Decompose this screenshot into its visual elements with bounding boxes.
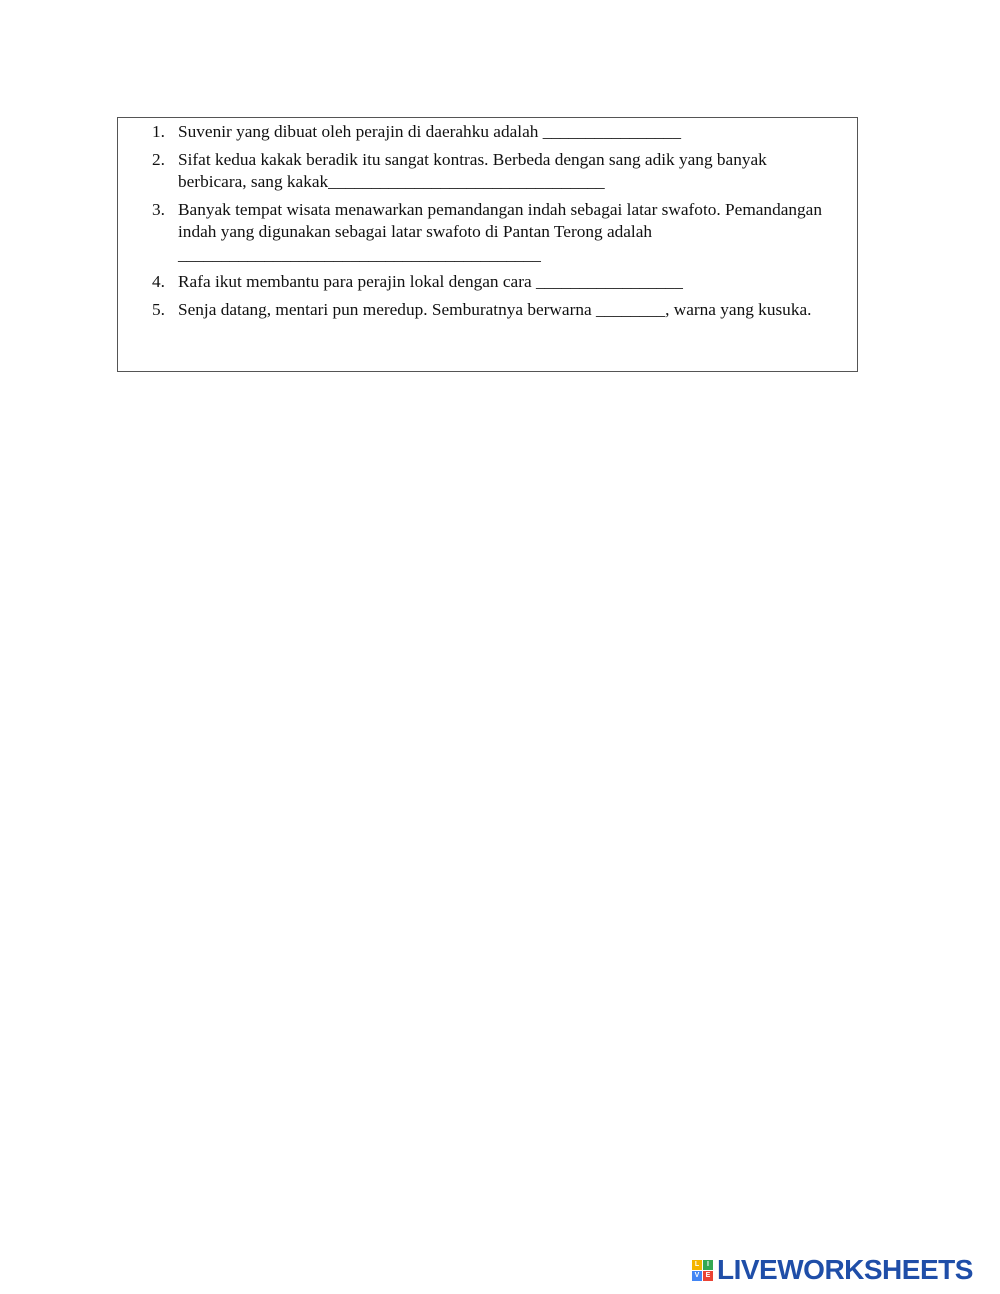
- logo-text: LIVEWORKSHEETS: [717, 1254, 973, 1285]
- question-item: [118, 199, 857, 267]
- question-number: 2.: [152, 149, 165, 169]
- liveworksheets-logo[interactable]: [692, 1256, 973, 1284]
- logo-mark-icon: [692, 1260, 713, 1281]
- question-number: 3.: [152, 199, 165, 219]
- question-list: [118, 121, 857, 326]
- question-item: [118, 299, 857, 322]
- logo-mark-tile: I: [703, 1260, 713, 1270]
- question-item: [118, 121, 857, 144]
- logo-mark-tile: V: [692, 1271, 702, 1281]
- question-number: 5.: [152, 299, 165, 319]
- question-text: Senja datang, mentari pun meredup. Semburatnya berwarna ________, warna yang kusuka.: [178, 299, 812, 319]
- question-text: Rafa ikut membantu para perajin lokal dengan cara _________________: [178, 272, 683, 291]
- logo-mark-tile: E: [703, 1271, 713, 1281]
- question-text: Suvenir yang dibuat oleh perajin di daerahku adalah ________________: [178, 122, 681, 141]
- logo-mark-tile: L: [692, 1260, 702, 1270]
- question-text: Banyak tempat wisata menawarkan pemandangan indah sebagai latar swafoto. Pemandangan indah yang digunakan sebagai latar swafoto di Pantan Terong adalah __________________________________________: [178, 199, 822, 264]
- question-number: 4.: [152, 272, 165, 291]
- question-item: [118, 149, 857, 194]
- question-item: [118, 271, 857, 294]
- question-text: Sifat kedua kakak beradik itu sangat kontras. Berbeda dengan sang adik yang banyak berbicara, sang kakak________________________________: [178, 149, 767, 191]
- question-number: 1.: [152, 122, 165, 141]
- questions-box: [117, 117, 858, 372]
